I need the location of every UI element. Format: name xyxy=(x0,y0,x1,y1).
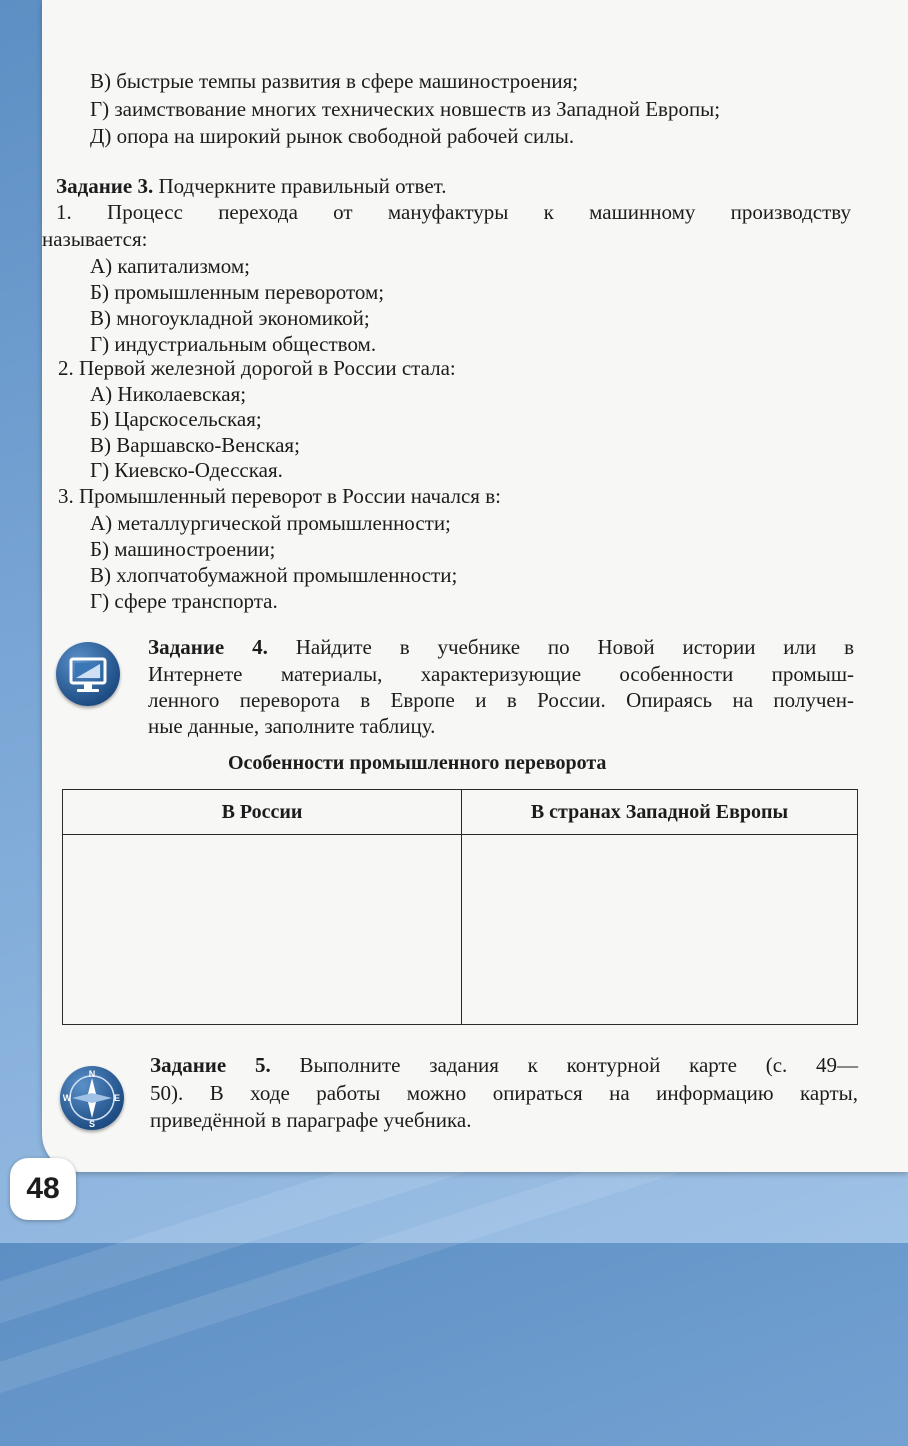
question-2-text: 2. Первой железной дорогой в России стала: xyxy=(58,356,456,380)
answer-option[interactable]: А) металлургической промышленности; xyxy=(90,511,451,535)
task4-text: Найдите в учебнике по Новой истории или в xyxy=(295,635,855,659)
answer-option[interactable]: А) Николаевская; xyxy=(90,382,247,406)
answer-option[interactable]: В) Варшавско-Венская; xyxy=(90,433,300,457)
task4-title: Задание 4. xyxy=(148,635,268,659)
task3-heading xyxy=(56,173,447,199)
textbook-page xyxy=(42,0,908,1172)
task4-line-2: Интернете материалы, характеризующие особенности промыш- xyxy=(148,662,854,686)
answer-option[interactable]: В) многоукладной экономикой; xyxy=(90,306,370,330)
compass-letter: S xyxy=(88,1119,96,1129)
compass-letter: W xyxy=(62,1093,72,1103)
task5-text: Выполните задания к контурной карте (с. 49— xyxy=(299,1053,859,1077)
question-1-text-cont: называется: xyxy=(42,227,148,251)
computer-monitor-icon xyxy=(56,642,120,706)
question-3-text: 3. Промышленный переворот в России начался в: xyxy=(58,484,501,508)
task3-title: Задание 3. xyxy=(56,174,154,198)
compass-letter: E xyxy=(113,1093,121,1103)
answer-option[interactable]: Г) индустриальным обществом. xyxy=(90,332,377,356)
list-item: Г) заимствование многих технических новшеств из Западной Европы; xyxy=(90,97,721,121)
column-header-europe: В странах Западной Европы xyxy=(462,790,858,835)
compass-letter: N xyxy=(88,1069,96,1079)
column-header-russia: В России xyxy=(63,790,462,835)
task4-line-3: ленного переворота в Европе и в России. Опираясь на получен- xyxy=(148,688,854,712)
list-item: В) быстрые темпы развития в сфере машиностроения; xyxy=(90,69,579,93)
task3-instruction: Подчеркните правильный ответ. xyxy=(158,174,447,198)
answer-table xyxy=(62,789,858,1025)
task4-line-1 xyxy=(148,634,854,660)
page-number: 48 xyxy=(10,1158,76,1220)
task4-line-4: ные данные, заполните таблицу. xyxy=(148,714,436,738)
table-cell-russia[interactable] xyxy=(63,835,462,1025)
answer-option[interactable]: А) капитализмом; xyxy=(90,254,250,278)
answer-option[interactable]: Б) промышленным переворотом; xyxy=(90,280,385,304)
task5-line-3: приведённой в параграфе учебника. xyxy=(150,1108,472,1132)
answer-option[interactable]: Б) Царскосельская; xyxy=(90,407,262,431)
task5-line-1 xyxy=(150,1052,858,1078)
task5-title: Задание 5. xyxy=(150,1053,271,1077)
answer-option[interactable]: В) хлопчатобумажной промышленности; xyxy=(90,563,458,587)
compass-icon xyxy=(60,1066,124,1130)
list-item: Д) опора на широкий рынок свободной рабочей силы. xyxy=(90,124,575,148)
table-caption: Особенности промышленного переворота xyxy=(228,752,607,774)
table-cell-europe[interactable] xyxy=(462,835,858,1025)
answer-option[interactable]: Г) сфере транспорта. xyxy=(90,589,278,613)
task5-line-2: 50). В ходе работы можно опираться на информацию карты, xyxy=(150,1081,858,1105)
question-1-text: 1. Процесс перехода от мануфактуры к машинному производству xyxy=(56,200,851,224)
answer-option[interactable]: Г) Киевско-Одесская. xyxy=(90,458,283,482)
answer-option[interactable]: Б) машиностроении; xyxy=(90,537,276,561)
